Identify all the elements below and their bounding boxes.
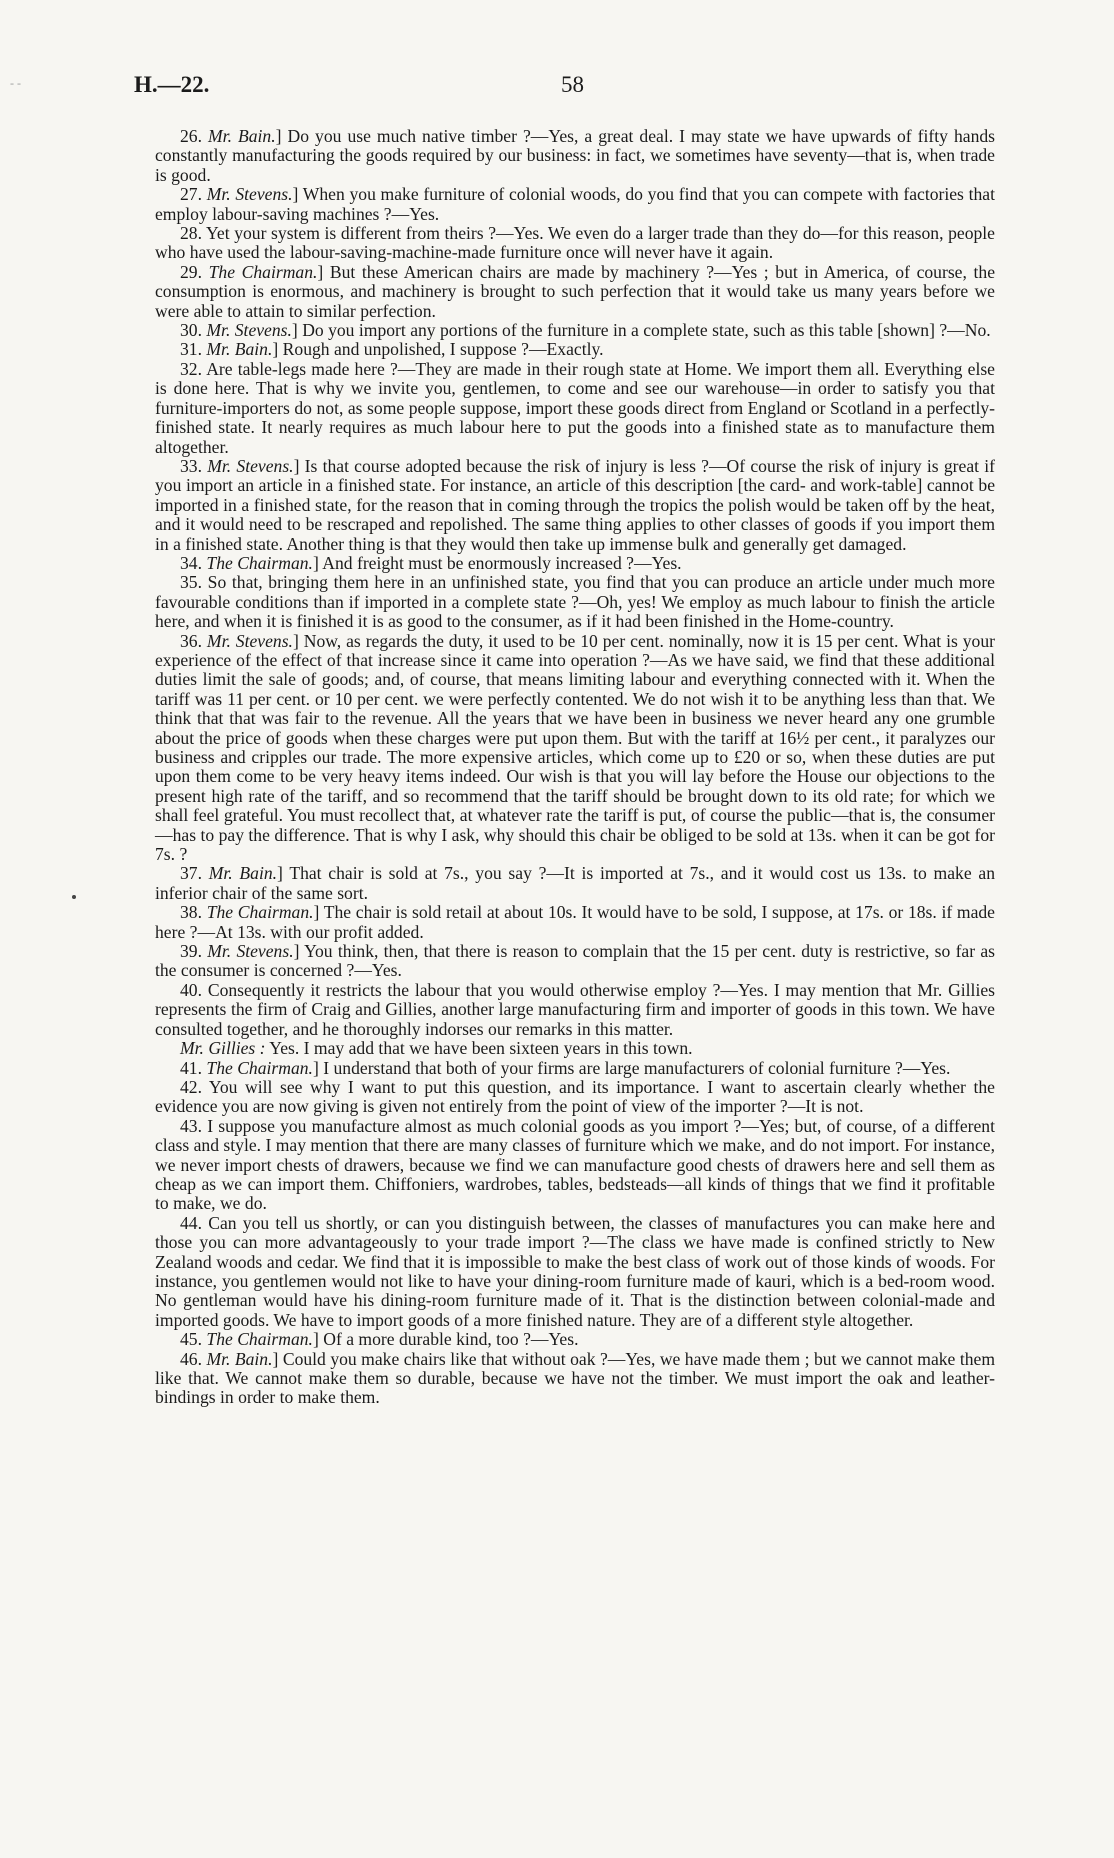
paragraph-text: You will see why I want to put this question, and its importance. I want to ascertain clearly whether the evidence you are now giving is given not entirely from the point of view of the importer ?—It is not. [155,1076,995,1117]
question-paragraph: 45. The Chairman.] Of a more durable kind, too ?—Yes. [180,1329,579,1350]
document-reference: H.—22. [134,72,210,97]
paragraph-text: Is that course adopted because the risk of injury is less ?—Of course the risk of injury is great if you import an article in a finished state. For instance, an article of this description [the card- and work-table] cannot be imported in a finished state, for the reason that in coming through the tropics the polish would be taken off by the heat, and it would need to be rescraped and repolished. The same thing applies to other classes of goods if you import them in a finished state. Another thing is that they would then take up immense bulk and generally get damaged. [155,455,995,554]
question-paragraph [155,224,995,263]
question-number: 27. [180,184,202,205]
speaker-name: The Chairman. [206,1329,313,1350]
question-number: 26. [180,126,202,146]
page-header [134,72,994,102]
paragraph-text: Rough and unpolished, I suppose ?—Exactly. [282,339,604,360]
speaker-name: The Chairman. [206,552,313,573]
paragraph-text: I understand that both of your firms are large manufacturers of colonial furniture ?—Yes. [323,1057,951,1078]
paragraph-text: And freight must be enormously increased ?—Yes. [322,552,682,573]
speaker-name: Mr. Stevens. [206,630,293,651]
question-paragraph: 30. Mr. Stevens.] Do you import any portions of the furniture in a complete state, such as this table [shown] ?—No. [180,320,991,341]
question-number: 34. [180,552,202,573]
speaker-name: Mr. Stevens. [206,184,293,205]
question-number: 35. [180,572,202,593]
paragraph-text: Now, as regards the duty, it used to be 10 per cent. nominally, now it is 15 per cent. What is your experience of the effect of that increase since it came into operation ?—As we have said, we find that these additional duties limit the sale of goods; and, of course, that means limiting labour and everything connected with it. When the tariff was 11 per cent. or 10 per cent. we were perfectly contented. We do not wish it to be anything less than that. We think that that was fair to the revenue. All the years that we have been in business we never heard any one grumble about the price of goods when these charges were put upon them. But with the tariff at 16½ per cent., it paralyzes our business and cripples our trade. The more expensive articles, which come up to £20 or so, when these duties are put upon them come to be very heavy items indeed. Our wish is that you will lay before the House our objections to the present high rate of the tariff, and so recommend that the tariff should be brought down to its old rate; for which we shall feel grateful. You must recollect that, at whatever rate the tariff is put, of course the public—that is, the consumer—has to pay the difference. That is why I ask, why should this chair be obliged to be sold at 13s. when it can be got for 7s. ? [155,630,995,865]
paragraph-text: Yes. I may add that we have been sixteen years in this town. [269,1038,693,1059]
paragraph-text: You think, then, that there is reason to complain that the 15 per cent. duty is restrictive, so far as the consumer is concerned ?—Yes. [155,941,995,981]
question-paragraph: 27. Mr. Stevens.] When you make furniture of colonial woods, do you find that you can compete with factories that employ labour-saving machines ?—Yes. [155,184,995,224]
question-paragraph [155,573,995,631]
question-paragraph: 29. The Chairman.] But these American chairs are made by machinery ?—Yes ; but in America, of course, the consumption is enormous, and machinery is brought to such perfection that it would take us many years before we were able to attain to similar perfection. [155,261,995,321]
question-paragraph: 41. The Chairman.] I understand that both of your firms are large manufacturers of colonial furniture ?—Yes. [180,1057,951,1078]
speaker-name: The Chairman. [208,261,318,282]
question-paragraph: 26. Mr. Bain.] Do you use much native timber ?—Yes, a great deal. I may state we have upwards of fifty hands constantly manufacturing the goods required by our business: in fact, we sometimes have seventy—that is, when trade is good. [155,126,996,185]
question-paragraph: 37. Mr. Bain.] That chair is sold at 7s., you say ?—It is imported at 7s., and it would cost us 13s. to make an inferior chair of the same sort. [155,863,995,903]
question-paragraph [155,1214,995,1330]
margin-dot [72,895,76,899]
paragraph-text: Consequently it restricts the labour that you would otherwise employ ?—Yes. I may mention that Mr. Gillies represents the firm of Craig and Gillies, another large manufacturing firm and importer of goods in this town. We have consulted together, and he thoroughly indorses our remarks in this matter. [155,979,995,1039]
speaker-name: The Chairman. [206,902,314,923]
question-paragraph: 34. The Chairman.] And freight must be enormously increased ?—Yes. [180,552,682,573]
question-number: 40. [180,979,202,1000]
question-number: 46. [180,1348,202,1369]
question-paragraph [155,981,995,1039]
question-paragraph: 38. The Chairman.] The chair is sold retail at about 10s. It would have to be sold, I suppose, at 17s. or 18s. if made here ?—At 13s. with our profit added. [155,902,995,942]
question-number: 30. [180,320,202,341]
paragraph-text: Yet your system is different from theirs ?—Yes. We even do a larger trade than they do—for this reason, people who have used the labour-saving-machine-made furniture once will never have it again. [155,223,995,263]
paragraph-text: I suppose you manufacture almost as much colonial goods as you import ?—Yes; but, of course, of a different class and style. I may mention that there are many classes of furniture which we make, and do not import. For instance, we never import chests of drawers, because we find we can manufacture good chests of drawers here and sell them as cheap as we can import them. Chiffoniers, wardrobes, tables, bedsteads—all kinds of things that we find it profitable to make, we do. [155,1115,995,1214]
paragraph-text: The chair is sold retail at about 10s. It would have to be sold, I suppose, at 17s. or 18s. if made here ?—At 13s. with our profit added. [155,902,995,942]
question-number: 41. [180,1057,202,1078]
document-body [155,127,995,1408]
question-number: 45. [180,1329,202,1350]
speaker-name: Mr. Bain. [208,863,278,884]
question-paragraph: 33. Mr. Stevens.] Is that course adopted because the risk of injury is less ?—Of course the risk of injury is great if you import an article in a finished state. For instance, an article of this description [the card- and work-table] cannot be imported in a finished state, for the reason that in coming through the tropics the polish would be taken off by the heat, and it would need to be rescraped and repolished. The same thing applies to other classes of goods if you import them in a finished state. Another thing is that they would then take up immense bulk and generally get damaged. [155,455,995,554]
paragraph-text: Can you tell us shortly, or can you distinguish between, the classes of manufactures you can make here and those you can more advantageously to your trade import ?—The class we have made is confined strictly to New Zealand woods and cedar. We find that it is impossible to make the best class of work out of those kinds of woods. For instance, you gentlemen would not like to have your dining-room furniture made of kauri, which is a bed-room wood. No gentleman would have his dining-room furniture made of it. That is the distinction between colonial-made and imported goods. We have to import goods of a more finished nature. They are of a different style altogether. [155,1212,996,1330]
speaker-name: Mr. Stevens. [207,941,294,962]
question-number: 29. [180,261,202,282]
paragraph-text: So that, bringing them here in an unfinished state, you find that you can produce an article under much more favourable conditions than if imported in a complete state ?—Oh, yes! We employ as much labour to finish the article here, and when it is finished it is as good to the consumer, as if it had been finished in the Home-country. [155,572,995,632]
speaker-name: Mr. Stevens. [207,455,294,476]
question-paragraph: 39. Mr. Stevens.] You think, then, that there is reason to complain that the 15 per cent. duty is restrictive, so far as the consumer is concerned ?—Yes. [155,941,995,981]
question-paragraph: 46. Mr. Bain.] Could you make chairs like that without oak ?—Yes, we have made them ; but we cannot make them like that. We cannot make them so durable, because we have not the timber. We must import the oak and leather-bindings in order to make them. [155,1348,996,1408]
speaker-name: The Chairman. [206,1057,313,1078]
paragraph-text: Are table-legs made here ?—They are made in their rough state at Home. We import them all. Everything else is done here. That is why we invite you, gentlemen, to come and see our warehouse—in order to satisfy you that furniture-importers do not, as some people suppose, import these goods direct from England or Scotland in a perfectly-finished state. It nearly requires as much labour here to put the goods into a finished state as to manufacture them altogether. [155,358,995,457]
question-number: 36. [180,630,202,651]
question-paragraph [155,1117,995,1214]
question-paragraph [155,1078,995,1117]
paragraph-text: That chair is sold at 7s., you say ?—It is imported at 7s., and it would cost us 13s. to make an inferior chair of the same sort. [155,863,995,903]
paragraph-text: Of a more durable kind, too ?—Yes. [323,1329,579,1350]
question-paragraph [155,360,995,457]
question-number: 32. [180,358,202,379]
question-paragraph: 36. Mr. Stevens.] Now, as regards the duty, it used to be 10 per cent. nominally, now it is 15 per cent. What is your experience of the effect of that increase since it came into operation ?—As we have said, we find that these additional duties limit the sale of goods; and, of course, that means limiting labour and everything connected with it. When the tariff was 11 per cent. or 10 per cent. we were perfectly contented. We do not wish it to be anything less than that. We think that that was fair to the revenue. All the years that we have been in business we never heard any one grumble about the price of goods when these charges were put upon them. But with the tariff at 16½ per cent., it paralyzes our business and cripples our trade. The more expensive articles, which come up to £20 or so, when these duties are put upon them come to be very heavy items indeed. Our wish is that you will lay before the House our objections to the present high rate of the tariff, and so recommend that the tariff should be brought down to its old rate; for which we shall feel grateful. You must recollect that, at whatever rate the tariff is put, of course the public—that is, the consumer—has to pay the difference. That is why I ask, why should this chair be obliged to be sold at 13s. when it can be got for 7s. ? [155,630,995,865]
question-number: 33. [180,455,202,476]
speaker-name: Mr. Stevens. [206,320,292,341]
paragraph-text: Do you use much native timber ?—Yes, a great deal. I may state we have upwards of fifty hands constantly manufacturing the goods required by our business: in fact, we sometimes have seventy—that is, when trade is good. [155,126,996,185]
question-number: 39. [180,941,202,962]
question-paragraph [155,1039,995,1058]
paragraph-text: Do you import any portions of the furniture in a complete state, such as this table [shown] ?—No. [302,320,991,341]
paragraph-text: Could you make chairs like that without oak ?—Yes, we have made them ; but we cannot make them like that. We cannot make them so durable, because we have not the timber. We must import the oak and leather-bindings in order to make them. [155,1348,996,1408]
question-number: 31. [180,339,202,360]
speaker-name: Mr. Bain. [208,126,276,146]
paragraph-text: When you make furniture of colonial woods, do you find that you can compete with factories that employ labour-saving machines ?—Yes. [155,184,995,224]
page-number: 58 [561,72,584,97]
question-number: 28. [180,223,202,244]
question-paragraph: 31. Mr. Bain.] Rough and unpolished, I suppose ?—Exactly. [180,339,604,360]
speaker-name: Mr. Bain. [206,1348,273,1369]
paragraph-text: But these American chairs are made by machinery ?—Yes ; but in America, of course, the consumption is enormous, and machinery is brought to such perfection that it would take us many years before we were able to attain to similar perfection. [155,261,995,321]
margin-mark: - - [10,76,21,90]
question-number: 43. [180,1115,202,1136]
speaker-name: Mr. Gillies : [180,1038,266,1059]
speaker-name: Mr. Bain. [206,339,273,360]
question-number: 44. [180,1212,202,1233]
question-number: 38. [180,902,202,923]
question-number: 42. [180,1076,202,1097]
question-number: 37. [180,863,202,884]
